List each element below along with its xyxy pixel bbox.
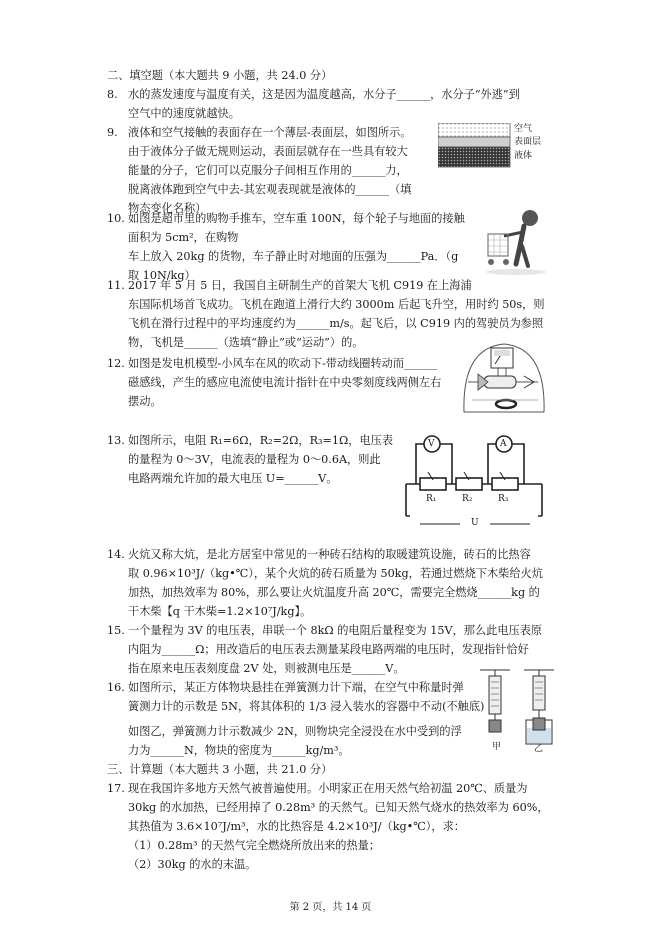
question-number: 14. bbox=[107, 548, 125, 561]
question-text: 如图是超市里的购物手推车，空车重 100N，每个轮子与地面的接触 bbox=[128, 212, 465, 225]
label-air: 空气 bbox=[514, 124, 533, 134]
question-text: 如图所示，某正方体物块悬挂在弹簧测力计下端，在空气中称量时弹 bbox=[128, 681, 464, 694]
question-number: 16. bbox=[107, 681, 125, 694]
shopping-cart-icon bbox=[480, 206, 552, 276]
question-13-line-2: 的量程为 0～3V，电流表的量程为 0～0.6A，则此 bbox=[128, 453, 381, 466]
section-heading-fill: 二、填空题（本大题共 9 小题，共 24.0 分） bbox=[107, 69, 333, 82]
question-text: 2017 年 5 月 5 日，我国自主研制生产的首架大飞机 C919 在上海浦 bbox=[128, 279, 472, 292]
question-17-line-2: 30kg 的水加热，已经用掉了 0.28m³ 的天然气。已知天然气烧水的热效率为 60%， bbox=[128, 801, 549, 814]
question-11-line-3: 飞机在滑行过程中的平均速度约为______m/s。起飞后，以 C919 内的驾驶员为参照 bbox=[128, 317, 544, 330]
question-number: 13. bbox=[107, 434, 125, 447]
question-9 bbox=[107, 123, 411, 142]
question-16-line-2: 簧测力计的示数是 5N，将其体积的 1/3 浸入装水的容器中不动(不触底) bbox=[128, 700, 485, 713]
question-text: 水的蒸发速度与温度有关，这是因为温度越高，水分子______，水分子“外逃”到 bbox=[128, 88, 520, 101]
question-17 bbox=[107, 779, 528, 798]
question-number: 9. bbox=[107, 126, 118, 139]
question-10-line-3: 车上放入 20kg 的货物，车子静止时对地面的压强为______Pa．（g bbox=[128, 250, 459, 263]
question-number: 12. bbox=[107, 357, 125, 370]
label-surface-layer: 表面层 bbox=[514, 137, 542, 147]
label-liquid: 液体 bbox=[514, 151, 533, 161]
r3-label: R₃ bbox=[498, 494, 509, 504]
question-text: 如图是发电机模型-小风车在风的吹动下-带动线圈转动而______ bbox=[128, 357, 438, 370]
question-number: 11. bbox=[107, 279, 125, 292]
question-8-line-2: 空气中的速度就越快。 bbox=[128, 107, 240, 120]
r2-label: R₂ bbox=[462, 494, 473, 504]
question-15 bbox=[107, 621, 542, 640]
question-10 bbox=[107, 209, 465, 228]
question-15-line-3: 指在原来电压表刻度盘 2V 处，则被测电压是______V。 bbox=[128, 662, 405, 675]
question-13 bbox=[107, 431, 393, 450]
surface-layer-figure bbox=[438, 123, 558, 169]
question-11 bbox=[107, 276, 472, 295]
question-9-line-2: 由于液体分子做无规则运动，表面层就存在一些具有较大 bbox=[128, 145, 408, 158]
r1-label: R₁ bbox=[426, 494, 437, 504]
label-yi: 乙 bbox=[534, 744, 544, 754]
question-text: 如图所示，电阻 R₁=6Ω，R₂=2Ω，R₃=1Ω，电压表 bbox=[128, 434, 394, 447]
question-8 bbox=[107, 85, 520, 104]
question-14-line-3: 加热，加热效率为 80%，那么要让火炕温度升高 20℃，需要完全燃烧______kg 的 bbox=[128, 586, 540, 599]
u-label: U bbox=[471, 518, 479, 528]
question-number: 10. bbox=[107, 212, 125, 225]
question-text: 一个量程为 3V 的电压表，串联一个 8kΩ 的电阻后量程变为 15V，那么此电压表原 bbox=[128, 624, 543, 637]
question-10-line-2: 面积为 5cm²，在购物 bbox=[128, 231, 239, 244]
section-heading-calc: 三、计算题（本大题共 3 小题，共 21.0 分） bbox=[107, 763, 333, 776]
question-16 bbox=[107, 678, 464, 697]
question-17-line-5: （2）30kg 的水的末温。 bbox=[128, 858, 257, 871]
question-14 bbox=[107, 545, 531, 564]
question-12 bbox=[107, 354, 438, 373]
voltmeter-label: V bbox=[428, 439, 435, 449]
question-text: 现在我国许多地方天然气被普遍使用。小明家正在用天然气给初温 20℃、质量为 bbox=[128, 782, 528, 795]
shopping-cart-figure bbox=[480, 206, 552, 276]
question-9-line-4: 脱离液体跑到空气中去-其宏观表现就是液体的______（填 bbox=[128, 183, 412, 196]
page-footer: 第 2 页，共 14 页 bbox=[289, 902, 372, 913]
spring-scale-diagram bbox=[478, 668, 556, 754]
question-11-line-2: 东国际机场首飞成功。飞机在跑道上滑行大约 3000m 后起飞升空，用时约 50s，则 bbox=[128, 298, 545, 311]
question-17-line-4: （1）0.28m³ 的天然气完全燃烧所放出来的热量； bbox=[128, 839, 381, 852]
question-text: 液体和空气接触的表面存在一个薄层-表面层，如图所示。 bbox=[128, 126, 412, 139]
question-16-line-4: 力为______N，物块的密度为______kg/m³。 bbox=[128, 744, 350, 757]
question-12-line-2: 磁感线，产生的感应电流使电流计指针在中央零刻度线两侧左右 bbox=[128, 376, 442, 389]
generator-model-figure bbox=[458, 340, 550, 416]
circuit-figure bbox=[400, 428, 550, 540]
question-number: 15. bbox=[107, 624, 125, 637]
question-11-line-4: 物，飞机是______（选填“静止”或“运动”）的。 bbox=[128, 336, 364, 349]
ammeter-label: A bbox=[500, 439, 507, 449]
question-12-line-3: 摆动。 bbox=[128, 395, 162, 408]
question-number: 8. bbox=[107, 88, 118, 101]
label-jia: 甲 bbox=[492, 742, 502, 752]
question-17-line-3: 其热值为 3.6×10⁷J/m³，水的比热容是 4.2×10³J/（kg•℃），求： bbox=[128, 820, 465, 833]
question-number: 17. bbox=[107, 782, 125, 795]
question-text: 火炕又称大炕，是北方居室中常见的一种砖石结构的取暖建筑设施，砖石的比热容 bbox=[128, 548, 531, 561]
question-14-line-2: 取 0.96×10³J/（kg•℃），某个火炕的砖石质量为 50kg，若通过燃烧下木柴给火炕 bbox=[128, 567, 543, 580]
generator-model-diagram bbox=[458, 340, 550, 416]
question-9-line-3: 能量的分子，它们可以克服分子间相互作用的______力， bbox=[128, 164, 408, 177]
question-14-line-4: 干木柴【q 干木柴=1.2×10⁷J/kg】。 bbox=[128, 605, 312, 618]
question-10-line-4: 取 10N/kg） bbox=[128, 269, 196, 282]
question-16-line-3: 如图乙，弹簧测力计示数减少 2N，则物块完全浸没在水中受到的浮 bbox=[128, 725, 462, 738]
question-13-line-3: 电路两端允许加的最大电压 U=______V。 bbox=[128, 472, 338, 485]
question-15-line-2: 内阻为______Ω；用改造后的电压表去测量某段电路两端的电压时，发现指针恰好 bbox=[128, 643, 529, 656]
spring-scale-figure bbox=[478, 668, 556, 754]
question-9-line-5: 物态变化名称） bbox=[128, 202, 207, 215]
